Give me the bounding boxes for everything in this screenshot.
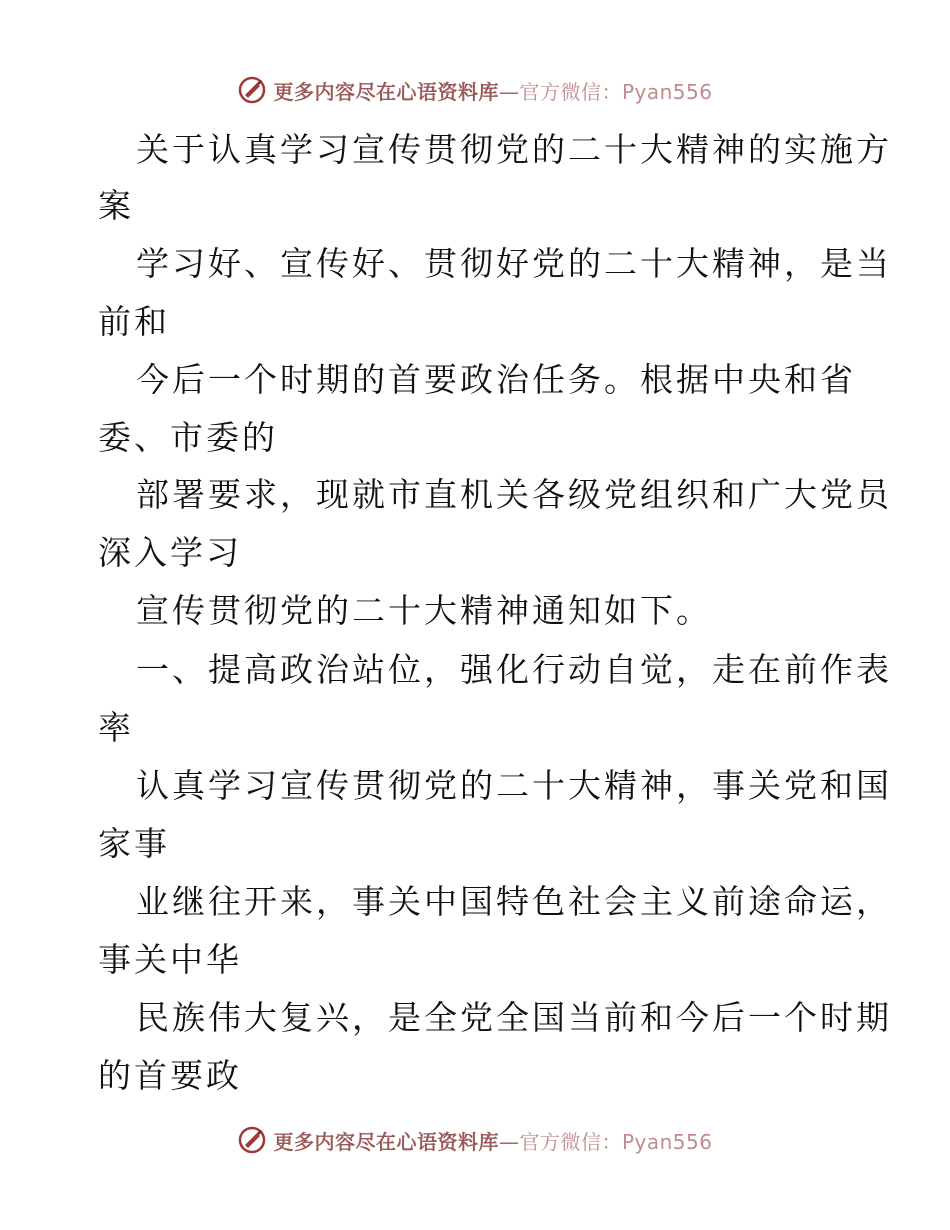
banner-text xyxy=(273,76,712,105)
doc-line: 率 xyxy=(98,708,134,747)
doc-line: 一、提高政治站位，强化行动自觉，走在前作表 xyxy=(136,650,892,689)
doc-line: 部署要求，现就市直机关各级党组织和广大党员 xyxy=(136,475,892,514)
footer-banner xyxy=(0,1120,950,1160)
doc-line: 今后一个时期的首要政治任务。根据中央和省 xyxy=(136,360,856,399)
logo-icon xyxy=(237,75,267,105)
doc-line: 深入学习 xyxy=(98,533,242,572)
logo-icon xyxy=(237,1125,267,1155)
doc-line: 认真学习宣传贯彻党的二十大精神，事关党和国 xyxy=(136,766,892,805)
banner-separator: — xyxy=(498,79,520,104)
doc-line: 家事 xyxy=(98,824,170,863)
doc-line: 业继往开来，事关中国特色社会主义前途命运， xyxy=(136,882,892,921)
header-banner xyxy=(0,70,950,110)
doc-line: 关于认真学习宣传贯彻党的二十大精神的实施方 xyxy=(136,130,892,169)
banner-suffix: 官方微信：Pyan556 xyxy=(519,79,713,104)
doc-line: 宣传贯彻党的二十大精神通知如下。 xyxy=(136,591,712,630)
doc-line: 学习好、宣传好、贯彻好党的二十大精神，是当 xyxy=(136,244,892,283)
banner-prefix: 更多内容尽在心语资料库 xyxy=(273,79,499,104)
banner-suffix: 官方微信：Pyan556 xyxy=(519,1129,713,1154)
doc-line: 前和 xyxy=(98,302,170,341)
banner-prefix: 更多内容尽在心语资料库 xyxy=(273,1129,499,1154)
banner-text xyxy=(273,1126,712,1155)
doc-line: 民族伟大复兴，是全党全国当前和今后一个时期 xyxy=(136,998,892,1037)
banner-separator: — xyxy=(498,1129,520,1154)
doc-line: 的首要政 xyxy=(98,1056,242,1095)
doc-line: 案 xyxy=(98,186,134,225)
doc-line: 事关中华 xyxy=(98,940,242,979)
doc-line: 委、市委的 xyxy=(98,418,278,457)
